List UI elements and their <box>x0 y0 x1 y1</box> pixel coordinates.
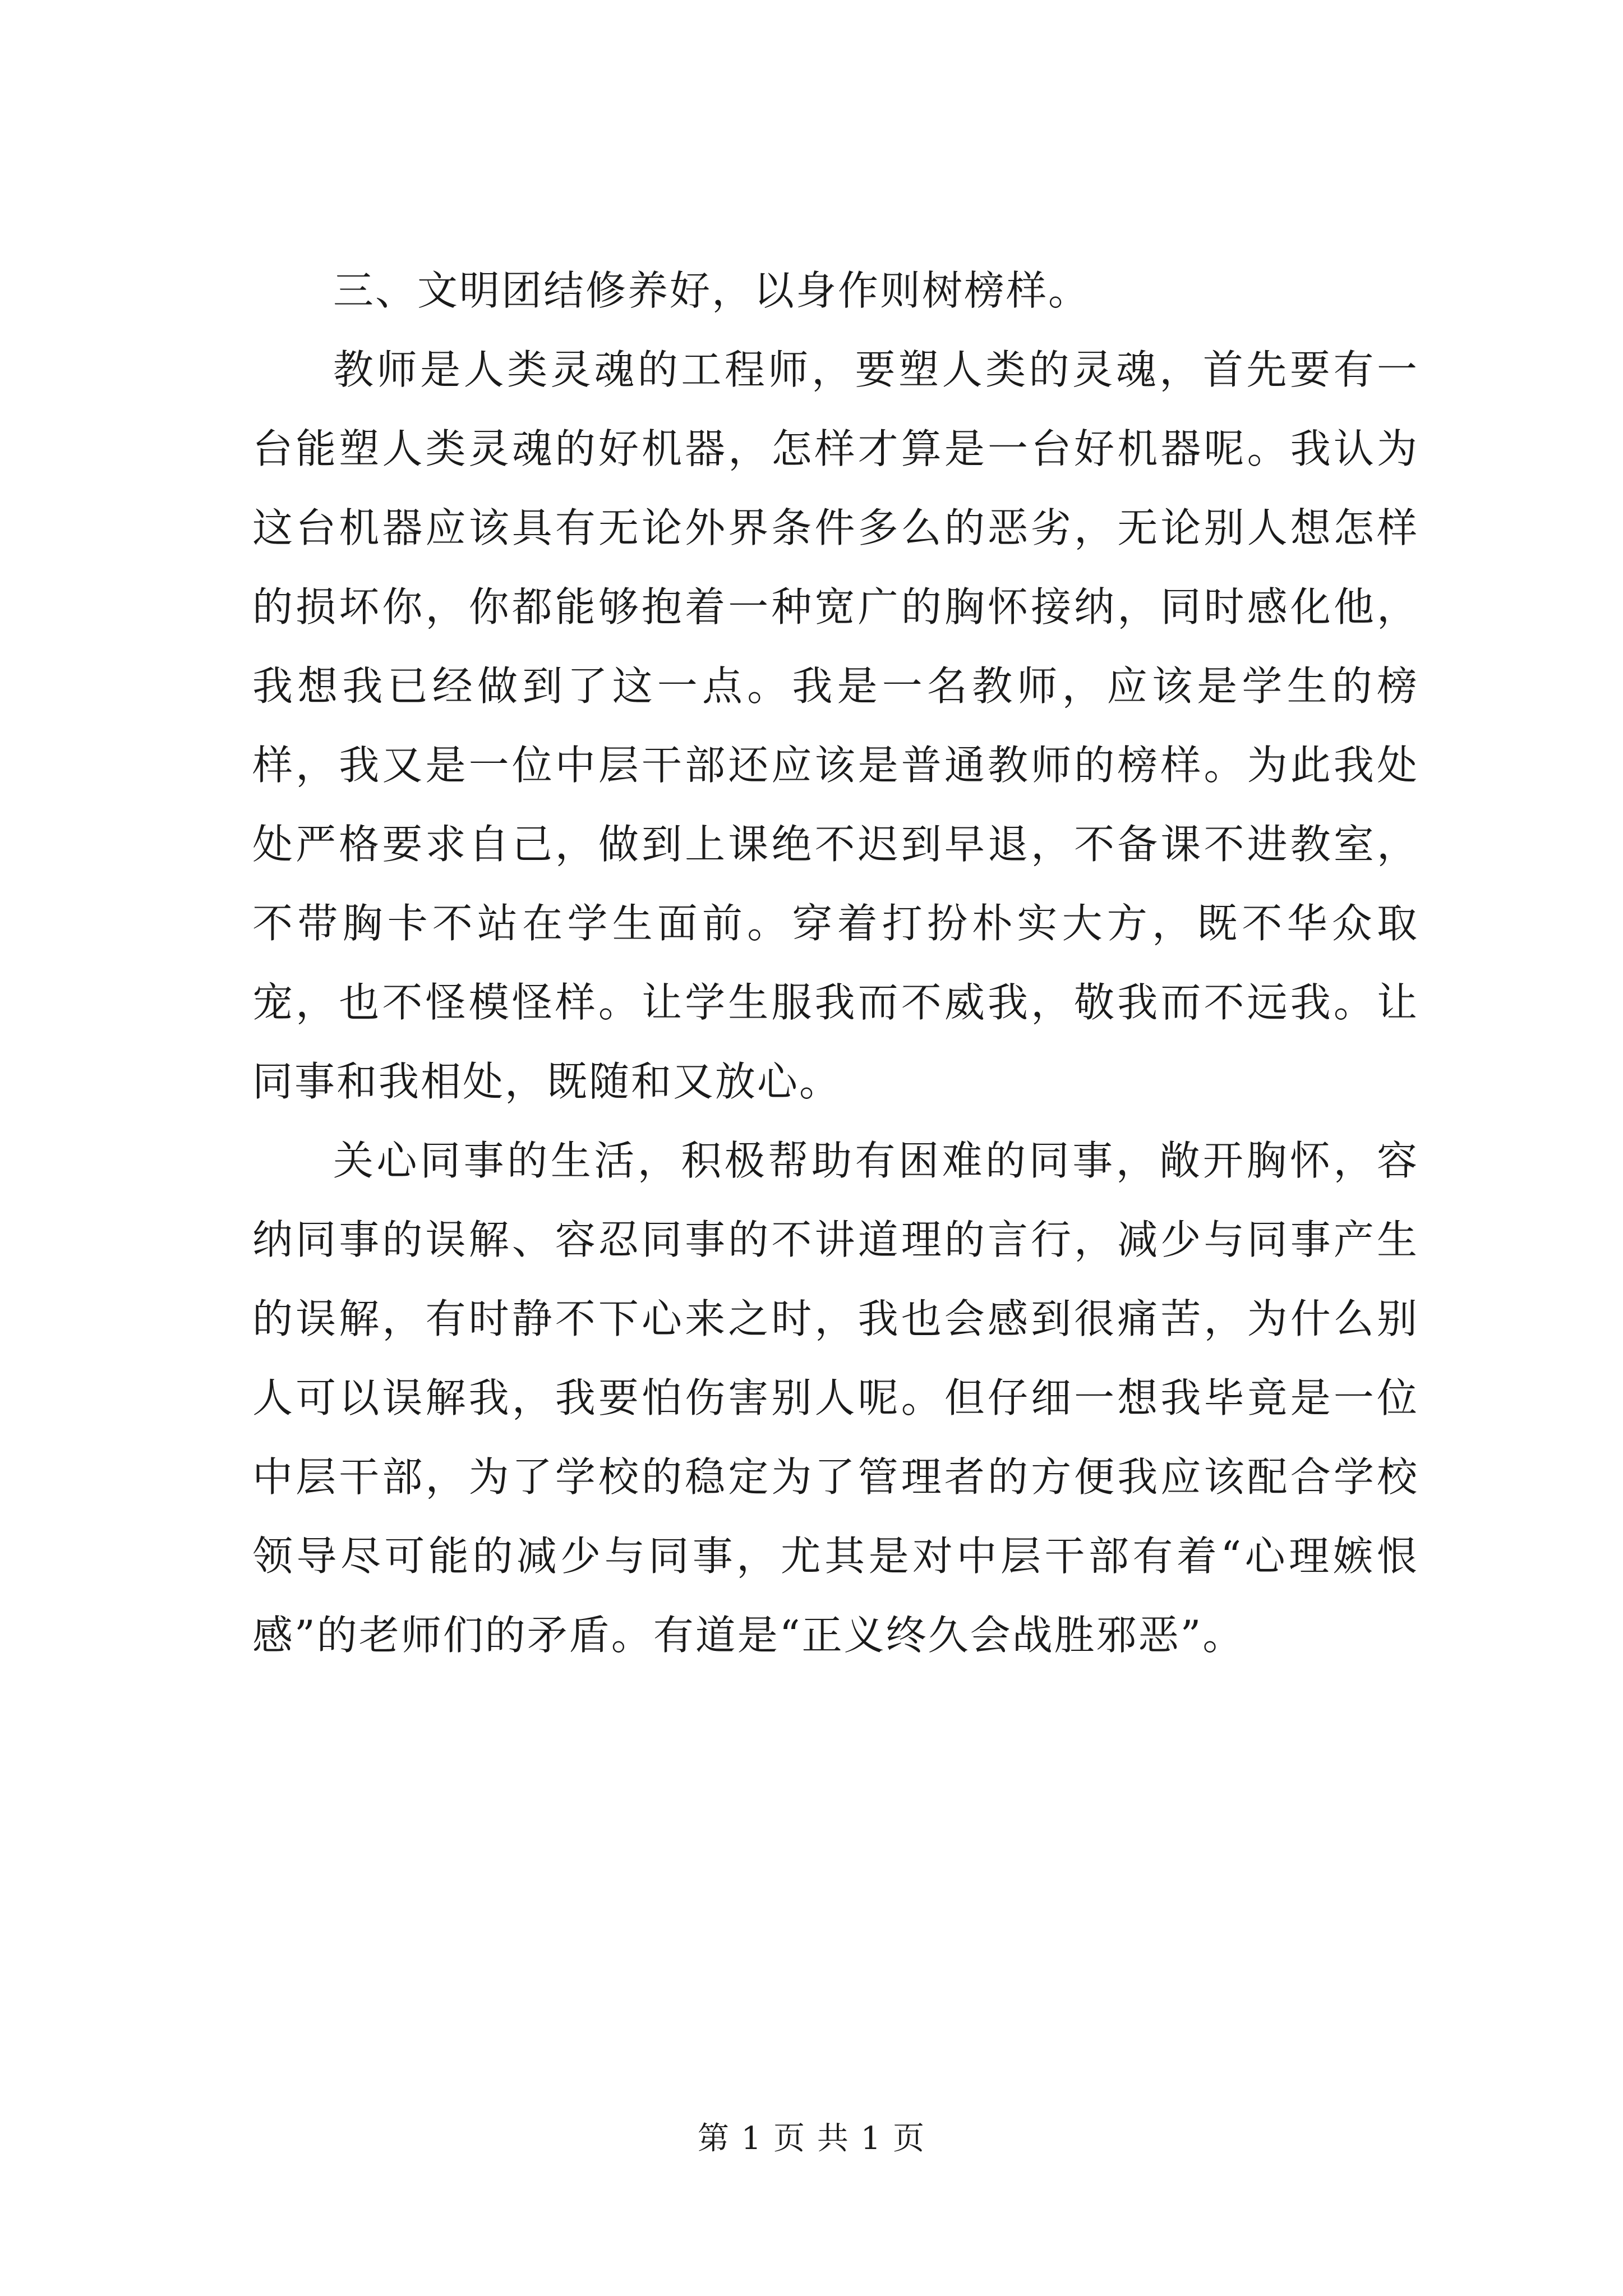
page-footer <box>0 2119 1623 2159</box>
paragraph-2: 关心同事的生活，积极帮助有困难的同事，敞开胸怀，容纳同事的误解、容忍同事的不讲道理的言行，减少与同事产生的误解，有时静不下心来之时，我也会感到很痛苦，为什么别人可以误解我，我要怕伤害别人呢。但仔细一想我毕竟是一位中层干部，为了学校的稳定为了管理者的方便我应该配合学校领导尽可能的减少与同事，尤其是对中层干部有着“心理嫉恨感”的老师们的矛盾。有道是“正义终久会战胜邪恶”。 <box>252 1137 1419 1659</box>
document-body <box>252 251 1419 1675</box>
section-heading: 三、文明团结修养好，以身作则树榜样。 <box>333 267 1091 314</box>
paragraph-1: 教师是人类灵魂的工程师，要塑人类的灵魂，首先要有一台能塑人类灵魂的好机器，怎样才算是一台好机器呢。我认为这台机器应该具有无论外界条件多么的恶劣，无论别人想怎样的损坏你，你都能够抱着一种宽广的胸怀接纳，同时感化他，我想我已经做到了这一点。我是一名教师，应该是学生的榜样，我又是一位中层干部还应该是普通教师的榜样。为此我处处严格要求自己，做到上课绝不迟到早退，不备课不进教室，不带胸卡不站在学生面前。穿着打扮朴实大方，既不华众取宠，也不怪模怪样。让学生服我而不威我，敬我而不远我。让同事和我相处，既随和又放心。 <box>252 346 1419 1105</box>
page-number: 第 1 页 共 1 页 <box>697 2120 926 2157</box>
